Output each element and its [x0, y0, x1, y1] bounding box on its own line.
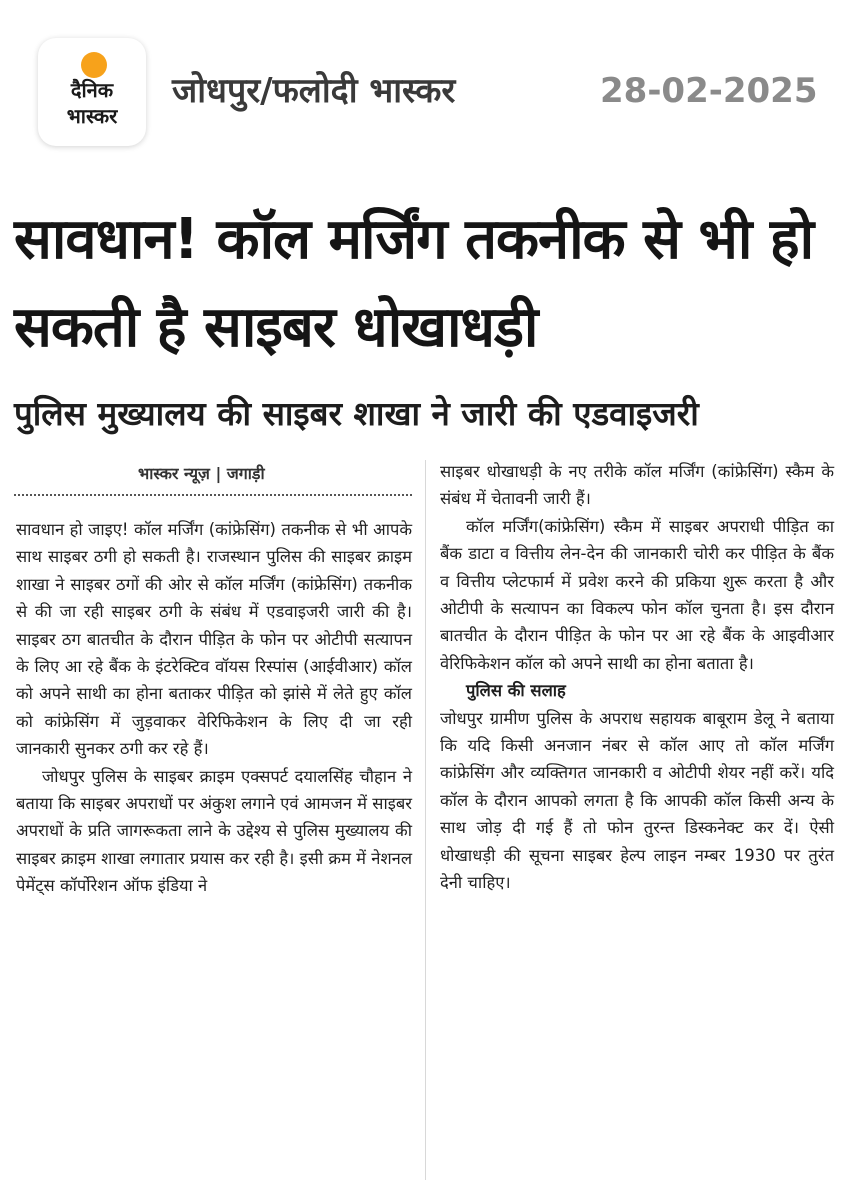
sun-icon	[81, 52, 107, 78]
logo-text-line2: भास्कर	[66, 104, 118, 128]
masthead	[0, 0, 854, 180]
paragraph: सावधान हो जाइए! कॉल मर्जिंग (कांफ्रेसिंग) तकनीक से भी आपके साथ साइबर ठगी हो सकती है। राजस्थान पुलिस की साइबर क्राइम शाखा ने साइबर ठगों की ओर से कॉल मर्जिंग (कांफ्रेसिंग) तकनीक से की जा रही साइबर ठगी के संबंध में एडवाइजरी जारी की है। साइबर ठग बातचीत के दौरान पीड़ित के फोन पर ओटीपी सत्यापन के लिए आ रहे बैंक के इंटरेक्टिव वॉयस रिस्पांस (आईवीआर) कॉल को अपने साथी का होना बताकर पीड़ित को झांसे में लेते हुए कॉल को कांफ्रेसिंग में जुड़वाकर वेरिफिकेशन के लिए दी जा रही जानकारी सुनकर ठगी कर रहे हैं।	[16, 520, 412, 759]
paragraph: कॉल मर्जिंग(कांफ्रेसिंग) स्कैम में साइबर अपराधी पीड़ित का बैंक डाटा व वित्तीय लेन-देन की जानकारी चोरी कर पीड़ित के बैंक व वित्तीय प्लेटफार्म में प्रवेश करने की प्रकिया शुरू करता है और ओटीपी के सत्यापन का विकल्प फोन कॉल चुनता है। इस दौरान बातचीत के दौरान पीड़ित के फोन पर आ रहे बैंक के आइवीआर वेरिफिकेशन कॉल को अपने साथी का होना बताता है।	[440, 516, 834, 673]
section-subtitle: पुलिस की सलाह	[466, 681, 566, 701]
paragraph: जोधपुर ग्रामीण पुलिस के अपराध सहायक बाबूराम डेलू ने बताया कि यदि किसी अनजान नंबर से कॉल आए तो कॉल मर्जिंग कांफ्रेसिंग और व्यक्तिगत जानकारी व ओटीपी शेयर नहीं करें। यदि कॉल के दौरान आपको लगता है कि आपकी कॉल किसी अन्य के साथ जोड़ दी गई हैं तो फोन तुरन्त डिस्कनेक्ट कर दें। ऐसी धोखाधड़ी की सूचना साइबर हेल्प लाइन नम्बर 1930 पर तुरंत देनी चाहिए।	[440, 708, 834, 893]
left-column	[16, 516, 412, 900]
right-column	[440, 458, 834, 897]
column-divider	[425, 460, 426, 1180]
publication-date: 28-02-2025	[600, 71, 818, 111]
byline-divider	[14, 494, 412, 496]
dainik-bhaskar-logo	[38, 38, 146, 146]
logo-text-line1: दैनिक	[70, 78, 114, 102]
paragraph: साइबर धोखाधड़ी के नए तरीके कॉल मर्जिंग (कांफ्रेसिंग) स्कैम के संबंध में चेतावनी जारी हैं।	[440, 462, 834, 509]
headline: सावधान! कॉल मर्जिंग तकनीक से भी हो सकती है साइबर धोखाधड़ी	[14, 207, 814, 360]
paragraph: जोधपुर पुलिस के साइबर क्राइम एक्सपर्ट दयालसिंह चौहान ने बताया कि साइबर अपराधों पर अंकुश लगाने एवं आमजन में साइबर अपराधों के प्रति जागरूकता लाने के उद्देश्य से पुलिस मुख्यालय की साइबर क्राइम शाखा लगातार प्रयास कर रही है। इसी क्रम में नेशनल पेमेंट्स कॉर्पोरेशन ऑफ इंडिया ने	[16, 766, 413, 896]
byline: भास्कर न्यूज़ | जगाड़ी	[138, 464, 265, 483]
subheadline: पुलिस मुख्यालय की साइबर शाखा ने जारी की एडवाइजरी	[14, 394, 699, 433]
edition-name: जोधपुर/फलोदी भास्कर	[172, 71, 456, 111]
